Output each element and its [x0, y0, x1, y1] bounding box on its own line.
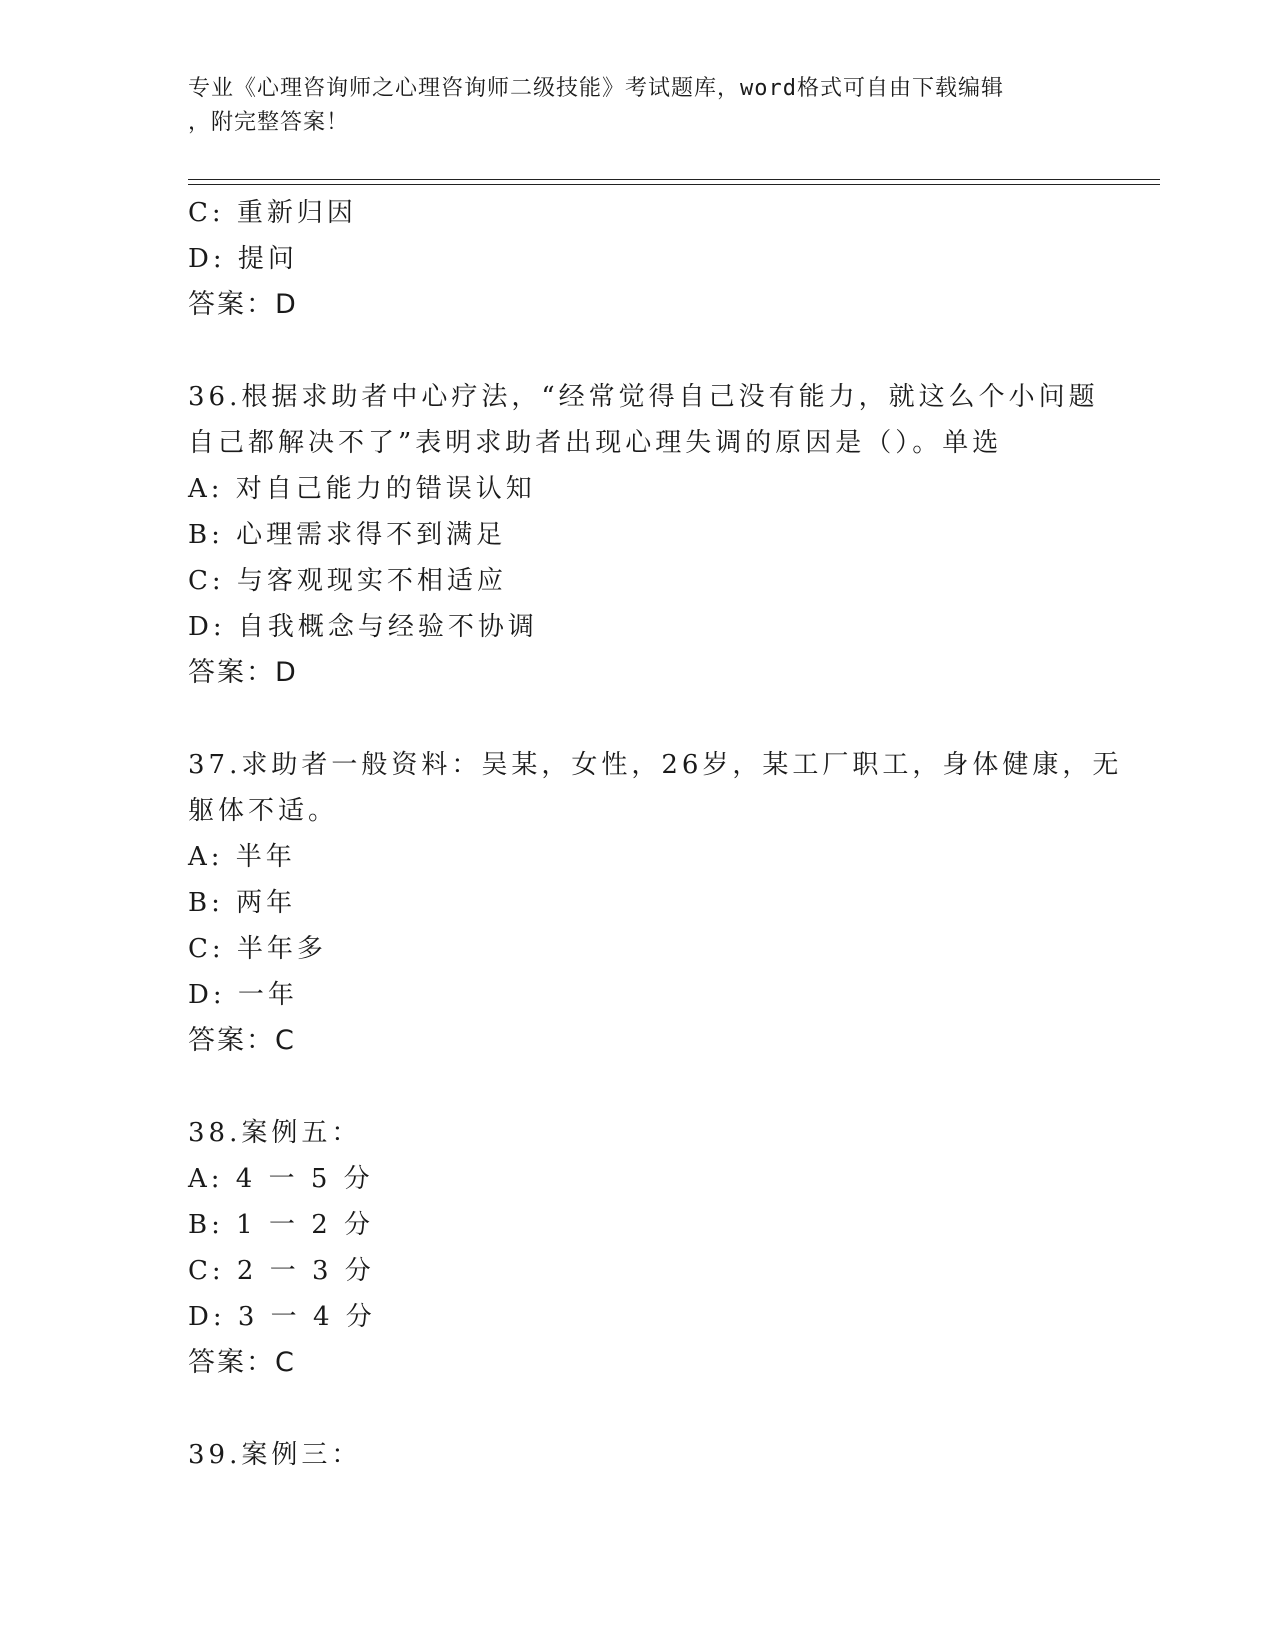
question-37 [188, 742, 1123, 1064]
answer: 答案：D [188, 657, 298, 688]
question-stem: 37.求助者一般资料：吴某，女性，26岁，某工厂职工，身体健康，无 [188, 750, 1123, 780]
option-d: D: 3 一 4 分 [188, 1302, 376, 1332]
question-list [188, 190, 1123, 1478]
option-d: D: 自我概念与经验不协调 [188, 612, 538, 642]
question-38 [188, 1110, 1088, 1386]
spacer [188, 1064, 1088, 1110]
header-title-line1: 专业《心理咨询师之心理咨询师二级技能》考试题库，word格式可自由下载编辑 [188, 76, 1004, 101]
answer: 答案：D [188, 289, 298, 320]
question-stem: 躯体不适。 [188, 796, 339, 826]
option-d: D: 提问 [188, 244, 298, 274]
header-title-line2: ，附完整答案！ [188, 110, 350, 135]
spacer [188, 328, 1088, 374]
question-stem: 38.案例五： [188, 1118, 362, 1148]
question-stem: 自己都解决不了”表明求助者出现心理失调的原因是（）。单选 [188, 428, 1003, 458]
option-a: A: 对自己能力的错误认知 [188, 474, 536, 504]
option-c: C: 2 一 3 分 [188, 1256, 375, 1286]
header-divider-bottom [188, 184, 1160, 185]
option-c: C: 半年多 [188, 934, 327, 964]
question-35-continued [188, 190, 1088, 328]
header-divider-top [188, 179, 1160, 180]
question-36 [188, 374, 1099, 696]
answer: 答案：C [188, 1025, 296, 1056]
option-c: C: 与客观现实不相适应 [188, 566, 507, 596]
question-stem: 39.案例三： [188, 1440, 362, 1470]
answer: 答案：C [188, 1347, 296, 1378]
option-c: C: 重新归因 [188, 198, 357, 228]
option-b: B: 两年 [188, 888, 297, 918]
option-a: A: 4 一 5 分 [188, 1164, 374, 1194]
question-39 [188, 1432, 1088, 1478]
document-header [188, 72, 1088, 140]
option-b: B: 1 一 2 分 [188, 1210, 375, 1240]
option-d: D: 一年 [188, 980, 298, 1010]
option-a: A: 半年 [188, 842, 296, 872]
spacer [188, 1386, 1088, 1432]
question-stem: 36.根据求助者中心疗法，“经常觉得自己没有能力，就这么个小问题 [188, 382, 1099, 412]
spacer [188, 696, 1088, 742]
option-b: B: 心理需求得不到满足 [188, 520, 507, 550]
